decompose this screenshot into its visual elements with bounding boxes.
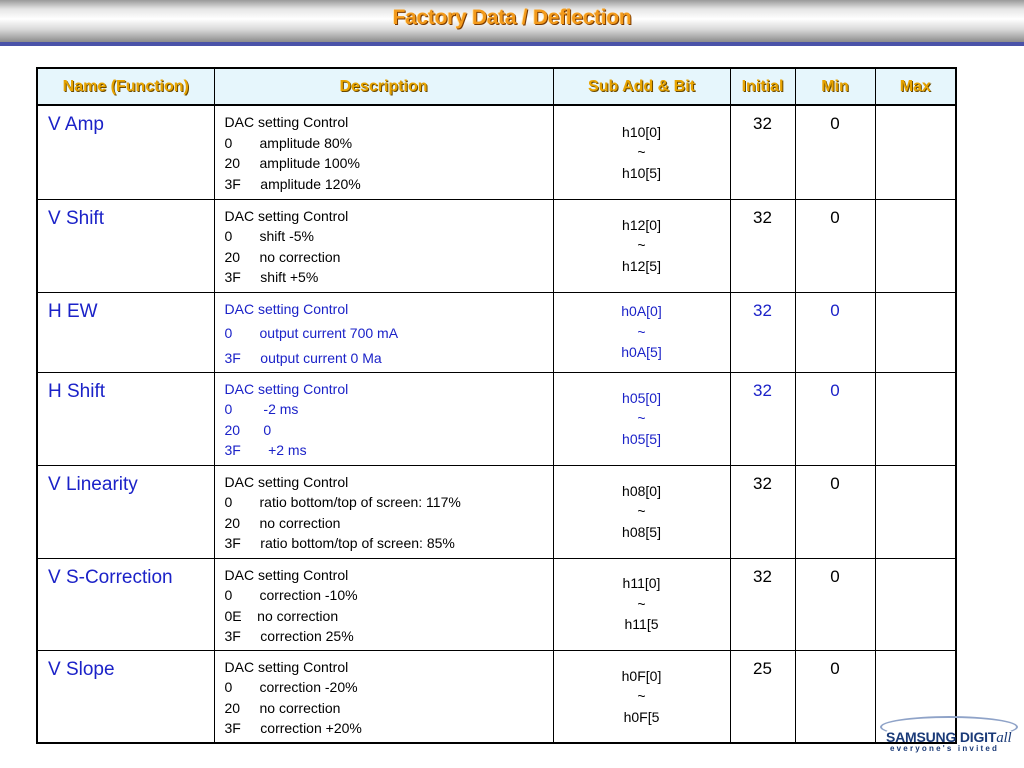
table-row [37, 292, 956, 372]
cell-max [875, 105, 956, 199]
desc-line: 20 no correction [224, 248, 341, 265]
cell-sub-address [553, 650, 730, 743]
desc-line: DAC setting Control [224, 380, 349, 397]
cell-max [875, 292, 956, 372]
cell-name: V Slope [37, 650, 214, 743]
logo-brand-text: SAMSUNG DIGIT [886, 729, 997, 745]
desc-line: 0 correction -20% [224, 679, 358, 695]
cell-description [214, 372, 553, 465]
cell-initial: 32 [730, 199, 795, 292]
cell-sub-address [553, 465, 730, 558]
cell-name: H Shift [37, 372, 214, 465]
cell-min: 0 [795, 372, 875, 465]
desc-line: 0 ratio bottom/top of screen: 117% [224, 494, 461, 510]
sub-end: h11[5 [624, 616, 659, 633]
sub-start: h12[0] [622, 216, 661, 233]
cell-max [875, 199, 956, 292]
cell-min: 0 [795, 292, 875, 372]
cell-sub-address [553, 558, 730, 650]
sub-tilde: ~ [637, 144, 646, 160]
cell-max [875, 372, 956, 465]
sub-tilde: ~ [637, 595, 646, 612]
cell-min: 0 [795, 558, 875, 650]
desc-line: 20 no correction [224, 699, 341, 716]
cell-initial: 32 [730, 105, 795, 199]
desc-line: DAC setting Control [224, 658, 349, 675]
desc-line: 3F correction 25% [224, 628, 354, 644]
logo-tagline: everyone's invited [890, 744, 1000, 753]
sub-start: h05[0] [622, 389, 661, 406]
sub-tilde: ~ [637, 323, 646, 340]
header-name: Name (Function) [37, 68, 214, 105]
header-row [37, 68, 956, 105]
table-row [37, 650, 956, 743]
cell-initial: 32 [730, 465, 795, 558]
desc-line: 0 -2 ms [224, 401, 299, 417]
desc-line: 20 amplitude 100% [224, 155, 360, 171]
sub-end: h12[5] [622, 257, 661, 274]
desc-line: 3F amplitude 120% [224, 175, 361, 192]
header-sub-add-bit: Sub Add & Bit [553, 68, 730, 105]
sub-end: h10[5] [622, 164, 661, 181]
header-min: Min [795, 68, 875, 105]
cell-description [214, 650, 553, 743]
desc-line: 3F output current 0 Ma [224, 349, 382, 366]
sub-start: h10[0] [622, 123, 661, 140]
desc-line: 0 amplitude 80% [224, 134, 353, 151]
desc-line: 3F correction +20% [224, 720, 362, 736]
table-row [37, 558, 956, 650]
cell-initial: 25 [730, 650, 795, 743]
cell-sub-address [553, 292, 730, 372]
cell-max [875, 465, 956, 558]
cell-sub-address [553, 105, 730, 199]
desc-line: 20 0 [224, 421, 272, 438]
samsung-digitall-logo [880, 716, 1020, 756]
desc-line: 3F ratio bottom/top of screen: 85% [224, 535, 455, 551]
desc-line: 20 no correction [224, 514, 341, 531]
cell-initial: 32 [730, 372, 795, 465]
cell-name: V Shift [37, 199, 214, 292]
header-description: Description [214, 68, 553, 105]
sub-start: h11[0] [622, 575, 661, 592]
sub-tilde: ~ [637, 688, 646, 704]
sub-tilde: ~ [637, 503, 646, 520]
sub-end: h05[5] [622, 430, 661, 447]
sub-tilde: ~ [637, 237, 646, 254]
cell-description [214, 105, 553, 199]
desc-line: 3F shift +5% [224, 269, 319, 285]
cell-name: V S-Correction [37, 558, 214, 650]
table-row [37, 372, 956, 465]
cell-name: V Linearity [37, 465, 214, 558]
desc-line: 0E no correction [224, 607, 339, 624]
table-row [37, 105, 956, 199]
sub-start: h0A[0] [621, 303, 662, 320]
sub-end: h0A[5] [621, 344, 662, 361]
cell-initial: 32 [730, 558, 795, 650]
cell-name: H EW [37, 292, 214, 372]
desc-line: 0 output current 700 mA [224, 325, 399, 341]
cell-min: 0 [795, 465, 875, 558]
desc-line: DAC setting Control [224, 300, 349, 317]
deflection-table [36, 67, 957, 744]
cell-description [214, 558, 553, 650]
cell-initial: 32 [730, 292, 795, 372]
desc-line: DAC setting Control [224, 473, 349, 490]
cell-description [214, 292, 553, 372]
logo-brand-suffix: all [996, 730, 1012, 746]
cell-sub-address [553, 372, 730, 465]
desc-line: 3F +2 ms [224, 442, 307, 458]
header-initial: Initial [730, 68, 795, 105]
table-row [37, 199, 956, 292]
cell-description [214, 465, 553, 558]
cell-min: 0 [795, 650, 875, 743]
cell-description [214, 199, 553, 292]
slide-title: Factory Data / Deflection [392, 6, 632, 29]
sub-end: h0F[5 [623, 708, 660, 725]
desc-line: DAC setting Control [224, 114, 349, 130]
cell-sub-address [553, 199, 730, 292]
table-row [37, 465, 956, 558]
cell-name: V Amp [37, 105, 214, 199]
sub-end: h08[5] [622, 523, 661, 540]
sub-tilde: ~ [637, 410, 646, 427]
cell-min: 0 [795, 105, 875, 199]
header-max: Max [875, 68, 956, 105]
desc-line: 0 correction -10% [224, 587, 358, 603]
sub-start: h08[0] [622, 482, 661, 499]
desc-line: DAC setting Control [224, 207, 349, 224]
desc-line: 0 shift -5% [224, 228, 314, 244]
cell-max [875, 558, 956, 650]
cell-min: 0 [795, 199, 875, 292]
sub-start: h0F[0] [621, 667, 662, 684]
desc-line: DAC setting Control [224, 566, 349, 583]
title-bar [0, 0, 1024, 46]
